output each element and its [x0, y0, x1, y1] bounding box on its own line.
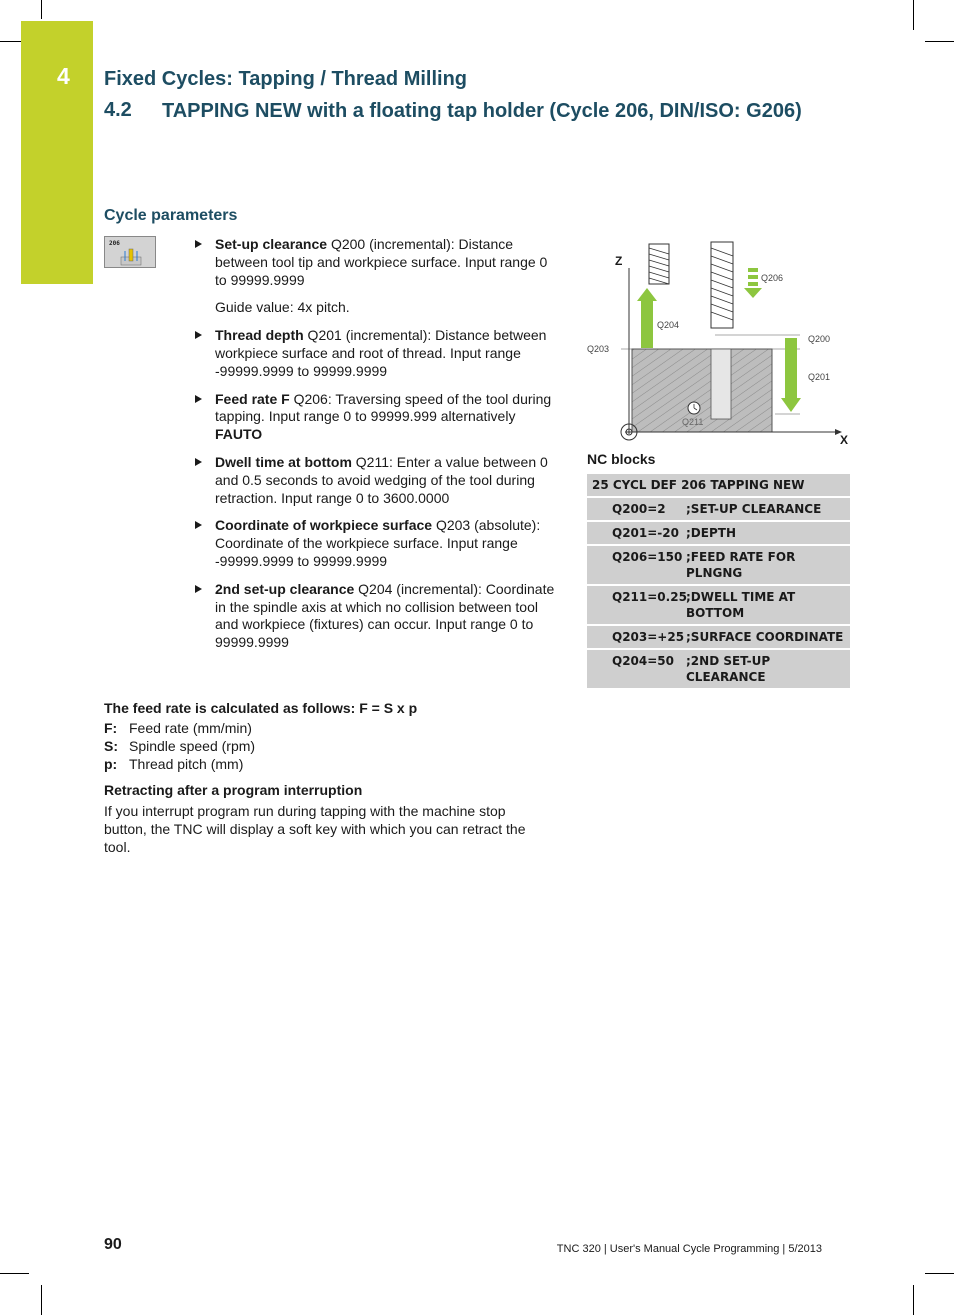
q204-label: Q204 [657, 320, 680, 330]
retract-title: Retracting after a program interruption [104, 782, 363, 799]
parameter-item [193, 581, 558, 652]
crop-mark [41, 1285, 42, 1315]
softkey-label: 206 [109, 240, 120, 247]
nc-command: Q203=+25 [612, 630, 685, 644]
q200-label: Q200 [808, 334, 831, 344]
parameter-name: 2nd set-up clearance [215, 580, 355, 597]
x-axis-label: X [840, 433, 849, 447]
page-number: 90 [104, 1236, 122, 1253]
nc-comment: ;DEPTH [686, 526, 736, 540]
nc-row [587, 498, 850, 522]
formula-row [104, 720, 544, 738]
crop-mark [925, 41, 954, 42]
tapping-diagram [585, 238, 855, 450]
nc-command: Q204=50 [612, 654, 675, 668]
nc-command: Q200=2 [612, 502, 666, 516]
nc-comment: ;DWELL TIME AT BOTTOM [686, 590, 796, 620]
nc-comment: ;SURFACE COORDINATE [686, 630, 844, 644]
q211-label: Q211 [682, 417, 704, 427]
chapter-tab [21, 21, 93, 284]
tap-tool-icon [649, 244, 669, 284]
formula-title: The feed rate is calculated as follows: F = S x p [104, 700, 418, 716]
parameter-name: Set-up clearance [215, 236, 328, 252]
nc-row [587, 626, 850, 650]
nc-row [587, 650, 850, 690]
nc-comment: ;SET-UP CLEARANCE [686, 502, 822, 516]
formula-key: F: [104, 720, 118, 736]
formula-row [104, 756, 544, 774]
bullet-arrow-icon [195, 458, 202, 466]
parameter-name: Dwell time at bottom [215, 453, 352, 470]
q203-label: Q203 [587, 344, 610, 354]
formula-key: S: [104, 737, 118, 754]
bullet-arrow-icon [195, 395, 202, 403]
parameter-item [193, 327, 558, 380]
section-title: TAPPING NEW with a floating tap holder (Cycle 206, DIN/ISO: G206) [162, 100, 802, 122]
parameter-text: Q203 (absolute): Coordinate of the workpiece surface. Input range -99999.9999 to 99999.9999 [215, 517, 541, 569]
chapter-number: 4 [57, 63, 70, 89]
crop-mark [925, 1273, 954, 1274]
parameter-name: Thread depth [215, 327, 304, 344]
nc-command: Q211=0.25 [612, 590, 687, 604]
nc-blocks-title: NC blocks [587, 451, 656, 467]
q206-label: Q206 [761, 273, 784, 283]
nc-blocks-table [587, 474, 850, 690]
bullet-arrow-icon [195, 331, 202, 339]
parameter-keyword: FAUTO [215, 426, 263, 443]
formula-value: Thread pitch (mm) [129, 755, 244, 772]
parameter-text: Q200 (incremental): Distance between tool tip and workpiece surface. Input range 0 to 99999.9999 [215, 236, 548, 288]
formula-row [104, 738, 544, 756]
nc-command: Q206=150 [612, 550, 683, 564]
subheading: Cycle parameters [104, 207, 238, 224]
crop-mark [41, 0, 42, 19]
nc-header-row: 25 CYCL DEF 206 TAPPING NEW [587, 474, 850, 498]
formula-value: Spindle speed (rpm) [129, 737, 256, 754]
formula-value: Feed rate (mm/min) [129, 720, 252, 736]
parameter-text: Q211: Enter a value between 0 and 0.5 seconds to avoid wedging of the tool during retraction. Input range 0 to 3600.0000 [215, 453, 548, 506]
nc-command: Q201=-20 [612, 526, 679, 540]
parameter-name: Feed rate F [215, 390, 290, 407]
tapping-cycle-softkey-icon [104, 236, 156, 268]
parameter-item [193, 454, 558, 507]
softkey-graphic [105, 237, 155, 267]
nc-comment: ;2ND SET-UP CLEARANCE [686, 654, 771, 684]
tap-tool-icon [711, 242, 733, 328]
retract-text: If you interrupt program run during tapping with the machine stop button, the TNC will display a soft key with which you can retract the tool. [104, 803, 526, 855]
q206-arrow [744, 268, 762, 298]
section-number: 4.2 [104, 99, 132, 121]
parameter-guide: Guide value: 4x pitch. [215, 299, 350, 316]
parameter-list [193, 236, 558, 662]
bullet-arrow-icon [195, 521, 202, 529]
formula-key: p: [104, 755, 118, 772]
crop-mark [0, 1273, 29, 1274]
q201-label: Q201 [808, 372, 831, 382]
chapter-title: Fixed Cycles: Tapping / Thread Milling [104, 68, 468, 90]
drilled-hole [711, 349, 731, 419]
bullet-arrow-icon [195, 240, 202, 248]
nc-row [587, 586, 850, 626]
parameter-item [193, 391, 558, 444]
crop-mark [0, 41, 21, 42]
page-footer: TNC 320 | User's Manual Cycle Programming | 5/2013 [556, 1243, 822, 1255]
z-axis-label: Z [615, 254, 623, 268]
parameter-text: Q204 (incremental): Coordinate in the spindle axis at which no collision between tool and workpiece (fixtures) can occur. Input range 0 to 99999.9999 [215, 580, 555, 651]
nc-row [587, 522, 850, 546]
parameter-item [193, 517, 558, 570]
bullet-arrow-icon [195, 585, 202, 593]
crop-mark [913, 0, 914, 30]
parameter-text: Q201 (incremental): Distance between workpiece surface and root of thread. Input range -99999.9999 to 99999.9999 [215, 327, 547, 379]
q204-arrow [637, 288, 657, 348]
parameter-name: Coordinate of workpiece surface [215, 517, 433, 534]
crop-mark [913, 1285, 914, 1315]
parameter-text: Q206: Traversing speed of the tool during tapping. Input range 0 to 99999.999 alternatively [215, 390, 552, 425]
nc-comment: ;FEED RATE FOR PLNGNG [686, 550, 796, 580]
formula-section [104, 699, 544, 857]
parameter-item [193, 236, 558, 317]
nc-row [587, 546, 850, 586]
